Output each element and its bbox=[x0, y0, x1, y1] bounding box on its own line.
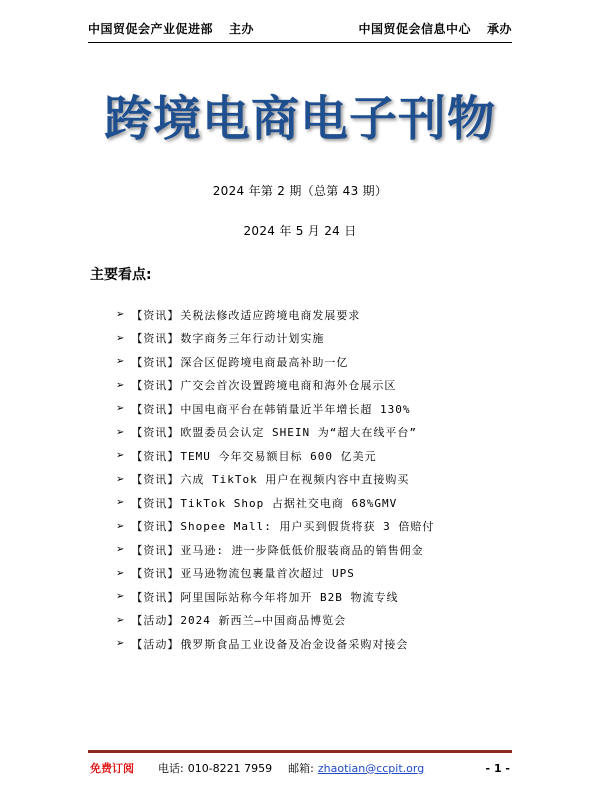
highlight-tag: 【资讯】 bbox=[131, 496, 180, 510]
highlight-tag: 【资讯】 bbox=[131, 379, 180, 393]
arrow-bullet-icon: ➢ bbox=[116, 497, 126, 509]
highlight-item[interactable] bbox=[116, 538, 434, 562]
highlight-text: 俄罗斯食品工业设备及冶金设备采购对接会 bbox=[180, 637, 409, 651]
highlight-tag: 【资讯】 bbox=[131, 567, 180, 581]
page-number: - 1 - bbox=[485, 761, 510, 775]
header-right-org: 中国贸促会信息中心 bbox=[358, 22, 471, 36]
arrow-bullet-icon: ➢ bbox=[116, 379, 126, 391]
highlight-text: 亚马逊物流包裹量首次超过 UPS bbox=[180, 567, 355, 581]
highlight-item[interactable] bbox=[116, 491, 434, 515]
highlight-text: 阿里国际站称今年将加开 B2B 物流专线 bbox=[180, 590, 399, 604]
header-right-role: 承办 bbox=[486, 22, 512, 36]
phone-number: 010-8221 7959 bbox=[187, 761, 273, 775]
highlight-tag: 【资讯】 bbox=[131, 543, 180, 557]
highlight-item[interactable] bbox=[116, 303, 434, 327]
arrow-bullet-icon: ➢ bbox=[116, 309, 126, 321]
highlight-item[interactable] bbox=[116, 327, 434, 351]
highlight-tag: 【活动】 bbox=[131, 614, 180, 628]
header-right bbox=[358, 20, 512, 37]
header-left-org: 中国贸促会产业促进部 bbox=[88, 22, 214, 36]
highlight-item[interactable] bbox=[116, 632, 434, 656]
highlight-item[interactable] bbox=[116, 515, 434, 539]
highlight-text: 亚马逊: 进一步降低低价服装商品的销售佣金 bbox=[180, 543, 424, 557]
arrow-bullet-icon: ➢ bbox=[116, 614, 126, 626]
highlight-item[interactable] bbox=[116, 585, 434, 609]
arrow-bullet-icon: ➢ bbox=[116, 567, 126, 579]
highlight-text: 关税法修改适应跨境电商发展要求 bbox=[180, 308, 361, 322]
highlight-tag: 【资讯】 bbox=[131, 590, 180, 604]
arrow-bullet-icon: ➢ bbox=[116, 450, 126, 462]
highlight-item[interactable] bbox=[116, 397, 434, 421]
highlights-heading: 主要看点: bbox=[90, 267, 152, 283]
header-left-role: 主办 bbox=[229, 22, 255, 36]
arrow-bullet-icon: ➢ bbox=[116, 473, 126, 485]
highlight-text: 广交会首次设置跨境电商和海外仓展示区 bbox=[180, 379, 397, 393]
publication-title: 跨境电商电子刊物 bbox=[103, 91, 496, 147]
header-left bbox=[88, 20, 254, 37]
arrow-bullet-icon: ➢ bbox=[116, 332, 126, 344]
highlight-tag: 【资讯】 bbox=[131, 426, 180, 440]
highlight-text: 中国电商平台在韩销量近半年增长超 130% bbox=[180, 402, 411, 416]
arrow-bullet-icon: ➢ bbox=[116, 356, 126, 368]
highlight-item[interactable] bbox=[116, 468, 434, 492]
highlights-list bbox=[116, 303, 434, 656]
highlight-text: Shopee Mall: 用户买到假货将获 3 倍赔付 bbox=[180, 520, 435, 534]
page-header bbox=[88, 20, 512, 43]
highlight-tag: 【资讯】 bbox=[131, 332, 180, 346]
highlight-text: 欧盟委员会认定 SHEIN 为“超大在线平台” bbox=[180, 426, 417, 440]
highlight-tag: 【活动】 bbox=[131, 637, 180, 651]
highlight-tag: 【资讯】 bbox=[131, 449, 180, 463]
highlight-item[interactable] bbox=[116, 421, 434, 445]
highlight-text: TikTok Shop 占据社交电商 68%GMV bbox=[180, 496, 398, 510]
highlight-text: 数字商务三年行动计划实施 bbox=[180, 332, 325, 346]
highlight-tag: 【资讯】 bbox=[131, 308, 180, 322]
highlight-text: 2024 新西兰—中国商品博览会 bbox=[180, 614, 347, 628]
arrow-bullet-icon: ➢ bbox=[116, 591, 126, 603]
page-footer bbox=[90, 760, 510, 776]
highlight-tag: 【资讯】 bbox=[131, 520, 180, 534]
highlight-item[interactable] bbox=[116, 374, 434, 398]
highlight-tag: 【资讯】 bbox=[131, 473, 180, 487]
mail-label: 邮箱: bbox=[288, 762, 314, 775]
highlight-tag: 【资讯】 bbox=[131, 402, 180, 416]
footer-divider bbox=[88, 750, 512, 753]
arrow-bullet-icon: ➢ bbox=[116, 403, 126, 415]
highlight-item[interactable] bbox=[116, 350, 434, 374]
issue-number: 2024 年第 2 期（总第 43 期） bbox=[212, 184, 388, 198]
highlight-text: TEMU 今年交易额目标 600 亿美元 bbox=[180, 449, 377, 463]
arrow-bullet-icon: ➢ bbox=[116, 426, 126, 438]
phone-label: 电话: bbox=[158, 762, 184, 775]
email-link[interactable]: zhaotian@ccpit.org bbox=[317, 761, 425, 775]
highlight-item[interactable] bbox=[116, 444, 434, 468]
highlight-item[interactable] bbox=[116, 609, 434, 633]
arrow-bullet-icon: ➢ bbox=[116, 638, 126, 650]
highlight-text: 深合区促跨境电商最高补助一亿 bbox=[180, 355, 349, 369]
highlight-tag: 【资讯】 bbox=[131, 355, 180, 369]
subscribe-link[interactable]: 免费订阅 bbox=[90, 762, 134, 775]
highlight-text: 六成 TikTok 用户在视频内容中直接购买 bbox=[180, 473, 410, 487]
highlight-item[interactable] bbox=[116, 562, 434, 586]
issue-date: 2024 年 5 月 24 日 bbox=[243, 224, 357, 238]
arrow-bullet-icon: ➢ bbox=[116, 544, 126, 556]
arrow-bullet-icon: ➢ bbox=[116, 520, 126, 532]
